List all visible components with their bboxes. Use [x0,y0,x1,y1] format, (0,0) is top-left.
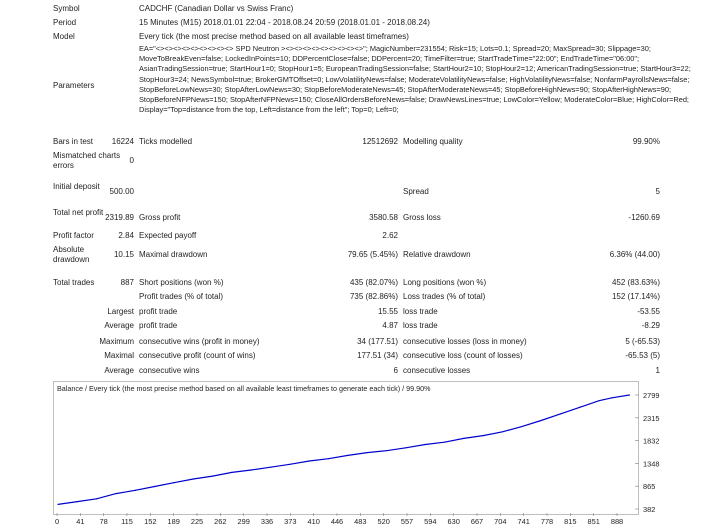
total-trades-label: Total trades [53,278,95,287]
x-tick-label: 778 [540,517,554,526]
long-positions-value: 452 (83.63%) [611,278,660,287]
maximum-wins-label: consecutive wins (profit in money) [139,337,260,346]
ticks-modelled-value: 12512692 [362,137,398,146]
maximum-losses-label: consecutive losses (loss in money) [403,337,527,346]
balance-point [309,460,310,461]
x-tick-label: 373 [284,517,297,526]
largest-profit-label: profit trade [139,307,178,316]
x-tick-label: 225 [190,517,204,526]
balance-point [96,498,97,499]
y-tick-label: 865 [643,482,656,492]
average-consec-wins-label: consecutive wins [139,366,200,375]
balance-point [463,438,464,439]
x-tick-label: 557 [400,517,414,526]
balance-point [347,455,348,456]
x-tick-label: 741 [517,517,530,526]
chart-title: Balance / Every tick (the most precise method based on all available least timeframes to generate each tick) / 99.90% [57,384,431,393]
balance-point [367,452,368,453]
loss-trades-value: 152 (17.14%) [611,292,660,301]
modelling-quality-label: Modelling quality [403,137,463,146]
y-tick-label: 1832 [643,436,660,446]
balance-chart [53,381,639,515]
maximum-wins-value: 34 (177.51) [357,337,398,346]
x-tick-label: 115 [121,517,133,526]
balance-point [502,431,503,432]
balance-point [270,467,271,468]
balance-point [77,501,78,502]
initial-deposit-label: Initial deposit [53,182,100,191]
ticks-modelled-label: Ticks modelled [139,137,193,146]
balance-point [444,442,445,443]
bars-in-test-value: 16224 [111,137,134,146]
balance-point [135,490,136,491]
gross-profit-label: Gross profit [139,213,181,222]
y-tick-label: 382 [643,505,656,514]
modelling-quality-value: 99.90% [632,137,660,146]
maximum-label: Maximum [99,337,134,346]
balance-point [154,486,155,487]
loss-trades-label: Loss trades (% of total) [403,292,486,301]
maximal-profit-label: consecutive profit (count of wins) [139,351,256,360]
maximal-loss-value: -65.53 (5) [625,351,660,360]
balance-point [560,413,561,414]
gross-loss-value: -1260.69 [628,213,660,222]
maximal-profit-value: 177.51 (34) [357,351,398,360]
x-tick-label: 0 [54,517,60,526]
profit-factor-value: 2.84 [118,231,134,240]
balance-point [629,394,630,395]
symbol-value: CADCHF (Canadian Dollar vs Swiss Franc) [139,4,294,13]
relative-drawdown-label: Relative drawdown [403,250,471,259]
period-value: 15 Minutes (M15) 2018.01.01 22:04 - 2018.08.24 20:59 (2018.01.01 - 2018.08.24) [139,18,430,27]
average-consec-losses-label: consecutive losses [403,366,471,375]
profit-factor-label: Profit factor [53,231,94,240]
x-tick-label: 410 [307,517,320,526]
gross-loss-label: Gross loss [403,213,441,222]
absolute-drawdown-label: Absolute drawdown [53,245,90,264]
x-tick-label: 189 [167,517,180,526]
balance-point [57,504,58,505]
maximal-drawdown-label: Maximal drawdown [139,250,208,259]
spread-value: 5 [655,187,660,196]
balance-point [115,493,116,494]
x-tick-label: 152 [144,517,157,526]
bars-in-test-label: Bars in test [53,137,94,146]
gross-profit-value: 3580.58 [369,213,398,222]
x-tick-label: 299 [237,517,250,526]
balance-point [598,400,599,401]
symbol-label: Symbol [53,4,80,13]
balance-line [58,395,629,504]
short-positions-value: 435 (82.07%) [349,278,398,287]
balance-point [541,420,542,421]
balance-point [251,469,252,470]
balance-point [425,444,426,445]
y-tick-label: 1348 [643,459,660,469]
spread-label: Spread [403,187,429,196]
balance-point [173,482,174,483]
mismatched-label: Mismatched charts errors [53,151,121,170]
x-tick-label: 851 [587,517,600,526]
total-trades-value: 887 [120,278,134,287]
short-positions-label: Short positions (won %) [139,278,224,287]
maximal-loss-label: consecutive loss (count of losses) [403,351,523,360]
model-label: Model [53,32,75,41]
mismatched-value: 0 [129,156,134,165]
maximal-drawdown-value: 79.65 (5.45%) [347,250,398,259]
long-positions-label: Long positions (won %) [403,278,487,287]
total-net-profit-value: 2319.89 [105,213,134,222]
balance-point [289,464,290,465]
parameters-value: EA="<><><><><><><><><> SPD Neutron ><><><><><><><><><>"; MagicNumber=231554; Risk=15; Lots=0.1; Spread=20; MaxSpread=30; Slippage=30; MoveToBreakEven=false; LockedInPoints=10; DDPercentClose=false; DDPercent=20; TimeFilter=true; StartTradeTime="22:00"; EndTradeTime="06:00"; AsianTradingSession=true; StartHour1=0; StopHour1=5; EuropeanTradingSession=false; StartHour2=10; StopHour2=12; AmericanTradingSession=true; StartHour3=22; StopHour3=24; NewsSymbol=true; BrokerGMTOffset=0; LowVolatilityNews=false; ModerateVolatilityNews=false; HighVolatilityNews=false; NonfarmPayrollsNews=false; StopBeforeLowNews=30; StopAfterLowNews=30; StopBeforeModerateNews=45; StopAfterModerateNews=45; StopBeforeHighNews=90; StopAfterHighNews=90; StopBeforeNFPNews=150; StopAfterNFPNews=150; CloseAllOrdersBeforeNews=false; DrawNewsLines=true; LowColor=Yellow; ModerateColor=Blue; HighColor=Red; Display="Top=distance from the top, Left=distance from the left"; Top=0; Left=0; [139,44,691,115]
average-consec-losses-value: 1 [655,366,660,375]
x-tick-label: 41 [76,517,85,526]
average-profit-value: 4.87 [382,321,398,330]
relative-drawdown-value: 6.36% (44.00) [609,250,660,259]
balance-point [579,407,580,408]
largest-loss-value: -53.55 [637,307,660,316]
x-tick-label: 446 [330,517,344,526]
average-loss-label: loss trade [403,321,438,330]
profit-trades-value: 735 (82.86%) [349,292,398,301]
balance-point [231,472,232,473]
period-label: Period [53,18,77,27]
x-tick-label: 594 [424,517,437,526]
expected-payoff-label: Expected payoff [139,231,197,240]
x-tick-label: 78 [99,517,108,526]
x-tick-label: 888 [610,517,624,526]
total-net-profit-label: Total net profit [53,208,104,217]
x-tick-label: 483 [354,517,367,526]
balance-chart-svg [54,382,638,514]
initial-deposit-value: 500.00 [109,187,134,196]
x-tick-label: 667 [470,517,484,526]
expected-payoff-value: 2.62 [382,231,398,240]
x-tick-label: 336 [260,517,274,526]
maximum-losses-value: 5 (-65.53) [625,337,660,346]
largest-loss-label: loss trade [403,307,438,316]
x-tick-label: 704 [494,517,507,526]
profit-trades-label: Profit trades (% of total) [139,292,224,301]
average-consec-wins-value: 6 [393,366,398,375]
x-tick-label: 630 [447,517,460,526]
x-tick-label: 520 [377,517,390,526]
average-profit-label: profit trade [139,321,178,330]
x-tick-label: 262 [214,517,227,526]
average-consec-label: Average [104,366,134,375]
maximal-label: Maximal [104,351,134,360]
model-value: Every tick (the most precise method based on all available least timeframes) [139,32,409,41]
average-label: Average [104,321,134,330]
balance-point [328,458,329,459]
balance-point [611,397,612,398]
balance-point [521,426,522,427]
x-tick-label: 815 [564,517,577,526]
parameters-label: Parameters [53,81,95,90]
y-tick-label: 2315 [643,413,660,423]
balance-point [386,450,387,451]
absolute-drawdown-value: 10.15 [113,250,134,259]
balance-point [193,478,194,479]
balance-point [483,435,484,436]
average-loss-value: -8.29 [641,321,660,330]
balance-point [212,476,213,477]
largest-profit-value: 15.55 [377,307,398,316]
y-tick-label: 2799 [643,391,660,400]
largest-label: Largest [107,307,134,316]
balance-point [405,447,406,448]
